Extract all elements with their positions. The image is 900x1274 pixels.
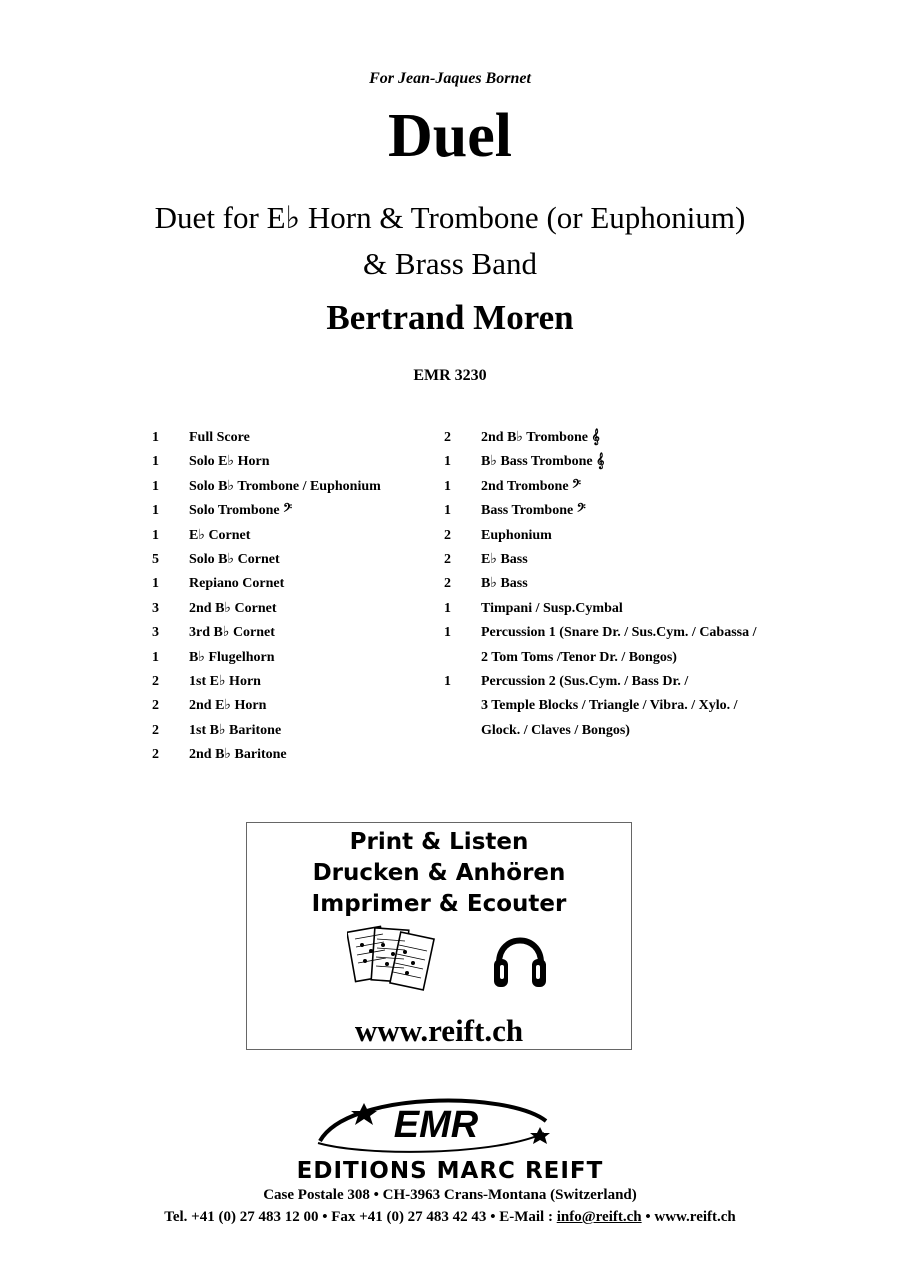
part-name: Percussion 2 (Sus.Cym. / Bass Dr. / xyxy=(481,673,689,689)
part-row xyxy=(152,623,442,647)
parts-list-right xyxy=(444,428,864,745)
part-name: 2 Tom Toms /Tenor Dr. / Bongos) xyxy=(481,649,677,665)
part-row xyxy=(444,623,864,647)
part-quantity: 1 xyxy=(152,478,159,494)
part-name: Full Score xyxy=(189,430,250,445)
part-row xyxy=(444,721,864,745)
part-quantity: 2 xyxy=(444,576,451,592)
part-name: Solo Trombone 𝄢 xyxy=(189,503,293,519)
part-name: Solo B♭ Cornet xyxy=(189,551,280,567)
part-row xyxy=(152,550,442,574)
part-name: Euphonium xyxy=(481,527,552,543)
subtitle-line-2: & Brass Band xyxy=(363,246,537,281)
part-name: B♭ Bass xyxy=(481,576,528,592)
part-row xyxy=(444,526,864,550)
part-quantity: 1 xyxy=(444,600,451,616)
parts-list-left xyxy=(152,428,442,769)
part-quantity: 1 xyxy=(152,576,159,592)
part-name: 2nd B♭ Trombone 𝄞 xyxy=(481,430,600,445)
part-name: E♭ Cornet xyxy=(189,527,251,543)
composer-name: Bertrand Moren xyxy=(326,298,574,337)
part-name: Percussion 1 (Snare Dr. / Sus.Cym. / Cabassa / xyxy=(481,625,757,641)
part-row xyxy=(444,550,864,574)
headphones-icon xyxy=(491,923,549,993)
promo-website[interactable]: www.reift.ch xyxy=(354,1013,524,1048)
part-quantity: 5 xyxy=(152,551,159,567)
part-quantity: 2 xyxy=(444,527,451,543)
promo-line-drucken: Drucken & Anhören xyxy=(312,860,566,886)
telephone: Tel. +41 (0) 27 483 12 00 xyxy=(164,1209,319,1225)
fax: Fax +41 (0) 27 483 42 43 xyxy=(331,1209,487,1225)
catalog-number: EMR 3230 xyxy=(413,367,487,384)
part-name: 2nd Trombone 𝄢 xyxy=(481,478,582,494)
part-row xyxy=(152,648,442,672)
part-row xyxy=(152,721,442,745)
part-row xyxy=(444,648,864,672)
print-listen-box xyxy=(246,822,632,1050)
part-quantity: 1 xyxy=(152,503,159,519)
part-quantity: 2 xyxy=(152,698,159,714)
part-row xyxy=(152,574,442,598)
part-quantity: 2 xyxy=(152,673,159,689)
part-quantity: 3 xyxy=(152,625,159,641)
part-name: E♭ Bass xyxy=(481,551,528,567)
part-name: B♭ Flugelhorn xyxy=(189,649,275,665)
part-quantity: 1 xyxy=(444,673,451,689)
website-link[interactable]: www.reift.ch xyxy=(654,1209,736,1225)
part-row xyxy=(152,452,442,476)
part-name: 2nd E♭ Horn xyxy=(189,698,267,714)
part-name: Solo B♭ Trombone / Euphonium xyxy=(189,478,381,494)
email-label: E-Mail : xyxy=(499,1209,553,1225)
part-row xyxy=(152,477,442,501)
part-quantity: 1 xyxy=(444,478,451,494)
part-row xyxy=(444,428,864,452)
part-row xyxy=(444,501,864,525)
publisher-contact: Tel. +41 (0) 27 483 12 00 • Fax +41 (0) 27 483 42 43 • E-Mail : info@reift.ch • www.reift.ch xyxy=(164,1209,736,1225)
emr-logo-text: EMR xyxy=(393,1104,479,1146)
part-row xyxy=(444,477,864,501)
part-name: 2nd B♭ Baritone xyxy=(189,747,287,763)
part-row xyxy=(444,574,864,598)
part-row xyxy=(152,745,442,769)
subtitle-line-1: Duet for E♭ Horn & Trombone (or Euphonium) xyxy=(154,200,746,235)
part-row xyxy=(152,428,442,452)
part-row xyxy=(152,672,442,696)
subtitle xyxy=(0,195,900,287)
sheet-music-icon xyxy=(347,923,437,995)
part-quantity: 1 xyxy=(152,430,159,445)
part-quantity: 1 xyxy=(444,503,451,519)
part-row xyxy=(152,599,442,623)
part-quantity: 1 xyxy=(152,527,159,543)
part-name: Bass Trombone 𝄢 xyxy=(481,503,586,519)
part-row xyxy=(444,696,864,720)
part-quantity: 2 xyxy=(152,747,159,763)
part-quantity: 1 xyxy=(152,649,159,665)
email-link[interactable]: info@reift.ch xyxy=(556,1209,642,1225)
emr-logo xyxy=(308,1097,558,1159)
dedication: For Jean-Jaques Bornet xyxy=(369,70,531,87)
publisher-address: Case Postale 308 • CH-3963 Crans-Montana (Switzerland) xyxy=(263,1187,637,1203)
part-name: Timpani / Susp.Cymbal xyxy=(481,600,623,616)
piece-title: Duel xyxy=(388,102,512,170)
part-row xyxy=(444,452,864,476)
part-name: 2nd B♭ Cornet xyxy=(189,600,277,616)
part-name: Solo E♭ Horn xyxy=(189,454,270,470)
part-name: 3rd B♭ Cornet xyxy=(189,625,275,641)
publisher-name: EDITIONS MARC REIFT xyxy=(296,1158,604,1184)
part-row xyxy=(152,526,442,550)
part-row xyxy=(152,501,442,525)
part-row xyxy=(444,672,864,696)
promo-line-print-listen: Print & Listen xyxy=(349,829,529,855)
part-quantity: 2 xyxy=(152,722,159,738)
part-quantity: 3 xyxy=(152,600,159,616)
part-row xyxy=(444,599,864,623)
part-quantity: 1 xyxy=(444,454,451,470)
part-quantity: 2 xyxy=(444,430,451,445)
part-name: Repiano Cornet xyxy=(189,576,285,592)
part-name: 1st E♭ Horn xyxy=(189,673,261,689)
part-name: B♭ Bass Trombone 𝄞 xyxy=(481,454,605,470)
part-name: Glock. / Claves / Bongos) xyxy=(481,722,630,738)
part-quantity: 1 xyxy=(152,454,159,470)
part-quantity: 1 xyxy=(444,625,451,641)
part-name: 3 Temple Blocks / Triangle / Vibra. / Xylo. / xyxy=(481,698,738,714)
part-quantity: 2 xyxy=(444,551,451,567)
promo-line-imprimer: Imprimer & Ecouter xyxy=(311,891,567,917)
part-name: 1st B♭ Baritone xyxy=(189,722,282,738)
part-row xyxy=(152,696,442,720)
